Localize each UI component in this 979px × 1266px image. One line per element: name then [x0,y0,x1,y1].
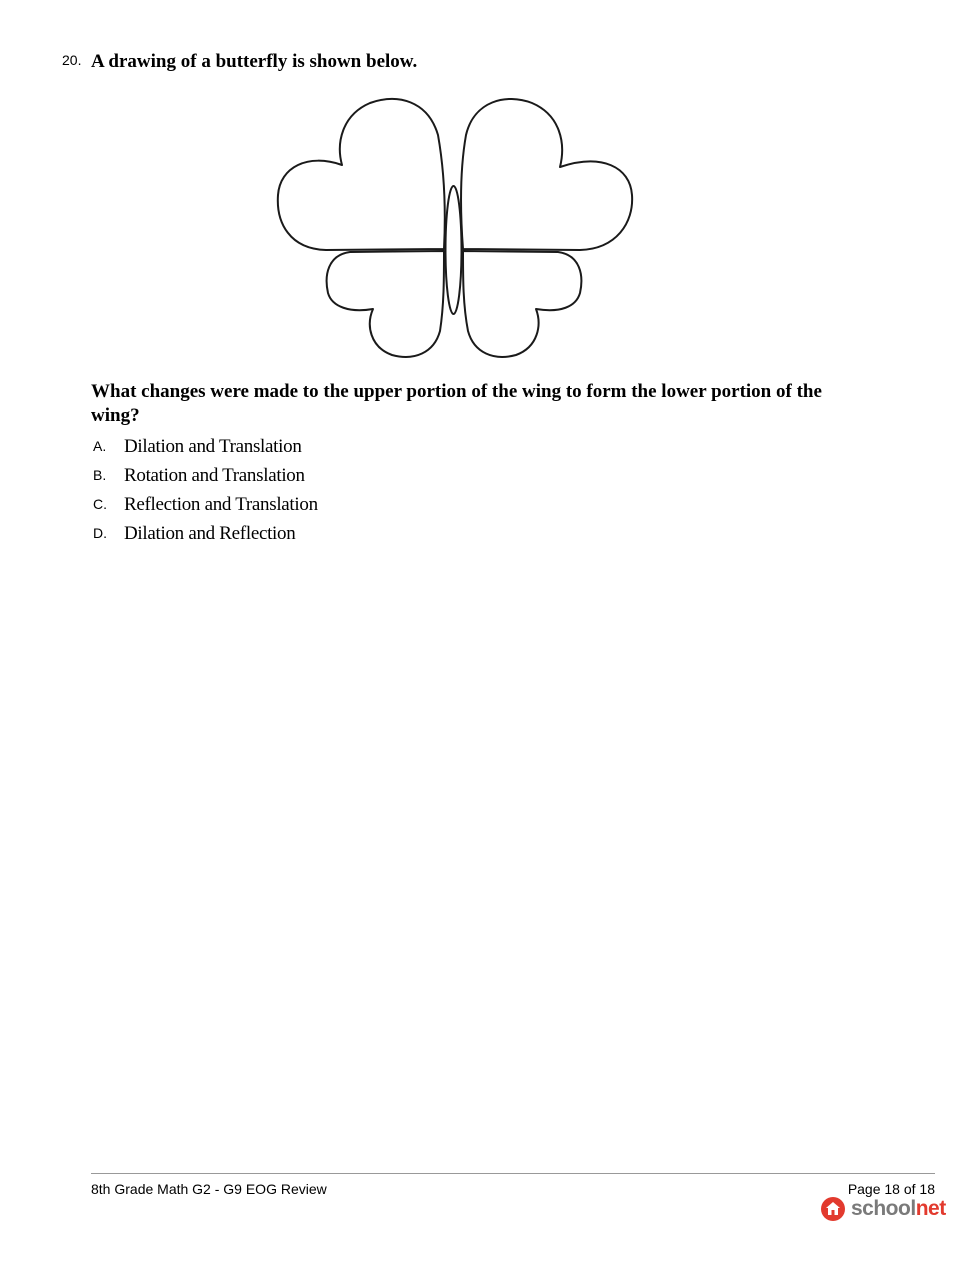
choice-letter: C. [93,496,107,512]
page-indicator: Page 18 of 18 [847,1181,935,1197]
choice-text: Rotation and Translation [124,465,305,486]
upper-left-wing [278,99,445,250]
butterfly-figure [270,95,642,363]
choice-letter: A. [93,438,107,454]
choice-letter: B. [93,467,107,483]
footer-divider [91,1173,935,1174]
schoolnet-logo [820,1195,946,1223]
brand-school: school [851,1197,916,1220]
choice-c[interactable] [91,494,691,523]
choice-text: Dilation and Translation [124,436,302,457]
upper-right-wing [461,99,632,250]
question-number: 20. [62,52,82,68]
choice-text: Dilation and Reflection [124,523,296,544]
lower-right-wing [463,251,581,357]
choice-b[interactable] [91,465,691,494]
choice-a[interactable] [91,436,691,465]
house-icon [820,1196,846,1222]
choice-d[interactable] [91,523,691,552]
choice-text: Reflection and Translation [124,494,318,515]
answer-choices [91,436,691,552]
choice-letter: D. [93,525,107,541]
question-stem: A drawing of a butterfly is shown below. [91,51,418,72]
lower-left-wing [327,251,444,357]
brand-net: net [915,1197,946,1220]
question-prompt: What changes were made to the upper portion of the wing to form the lower portion of the wing? [91,381,822,426]
butterfly-body [446,186,462,314]
footer-title: 8th Grade Math G2 - G9 EOG Review [91,1181,327,1197]
